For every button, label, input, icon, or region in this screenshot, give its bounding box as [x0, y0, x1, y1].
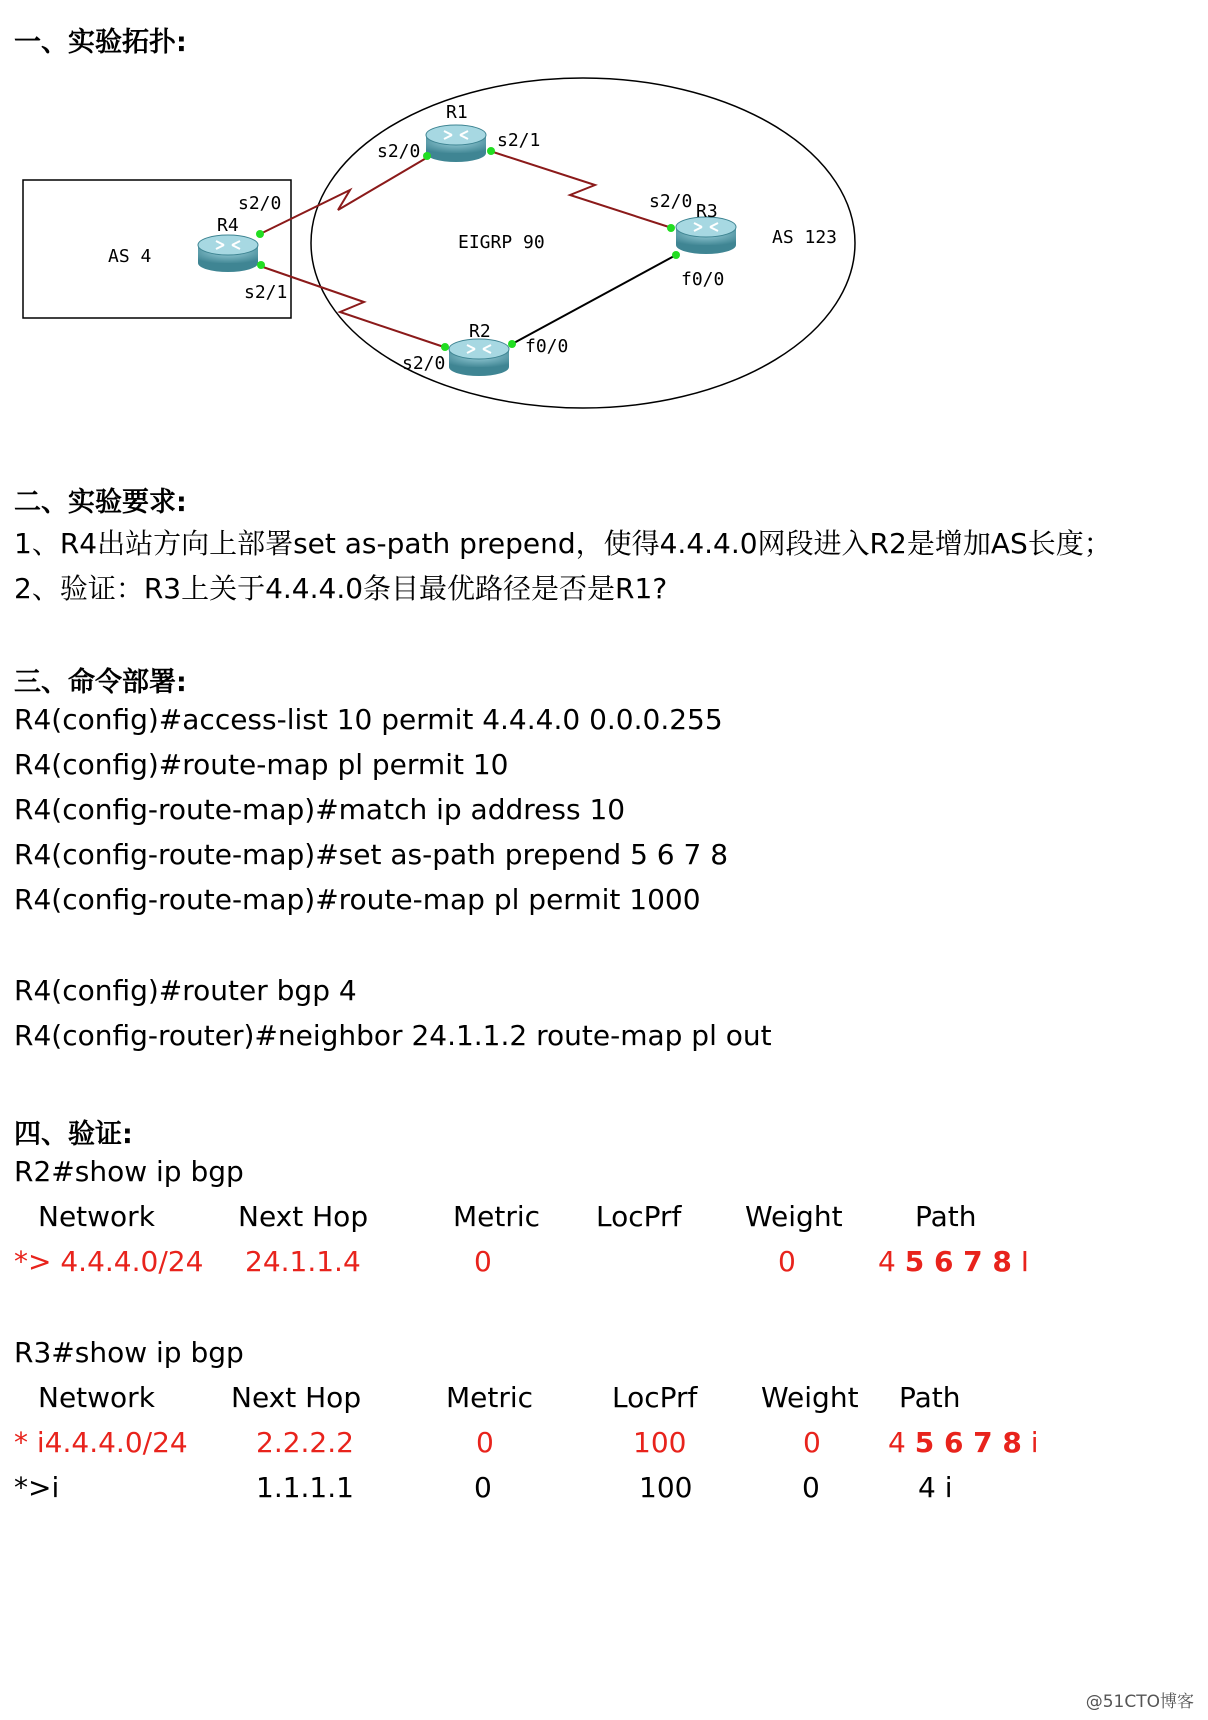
cell-locprf: 100	[639, 1471, 693, 1504]
col-metric: Metric	[453, 1200, 541, 1233]
r4-label: R4	[217, 215, 239, 236]
path-origin-as: 4	[888, 1426, 915, 1459]
cell-path	[888, 1426, 1039, 1459]
router-r3	[676, 217, 736, 254]
as123-label: AS 123	[772, 227, 838, 248]
col-path: Path	[899, 1381, 961, 1414]
router-r2	[449, 339, 509, 376]
cell-network: *>i	[14, 1471, 60, 1504]
cell-weight: 0	[803, 1426, 821, 1459]
cell-next-hop: 1.1.1.1	[256, 1471, 354, 1504]
r2-command: R2#show ip bgp	[14, 1155, 244, 1188]
topology-heading: 一、实验拓扑:	[14, 27, 187, 58]
cell-network: *> 4.4.4.0/24	[14, 1245, 204, 1278]
requirement-1: 1、R4出站方向上部署set as-path prepend，使得4.4.4.0网段进入R2是增加AS长度；	[14, 527, 1112, 560]
r3-s20-label: s2/0	[649, 191, 693, 212]
path-prepended-as: 5 6 7 8	[914, 1426, 1022, 1459]
r2-f00-label: f0/0	[525, 336, 569, 357]
as4-label: AS 4	[108, 246, 152, 267]
requirements-heading: 二、实验要求:	[14, 487, 187, 518]
cell-locprf: 100	[633, 1426, 687, 1459]
cell-next-hop: 24.1.1.4	[245, 1245, 361, 1278]
cell-weight: 0	[778, 1245, 796, 1278]
cell-network: * i4.4.4.0/24	[14, 1426, 188, 1459]
r1-s20-label: s2/0	[377, 141, 421, 162]
commands-heading: 三、命令部署:	[14, 667, 187, 698]
network-topology-diagram	[0, 70, 900, 420]
r2-label: R2	[469, 321, 491, 342]
link-r1-r3	[490, 151, 672, 228]
command-line: R4(config)#access-list 10 permit 4.4.4.0 0.0.0.255	[14, 703, 723, 736]
command-line: R4(config)#route-map pl permit 10	[14, 748, 509, 781]
link-r4-r1	[260, 157, 428, 234]
cell-path	[878, 1245, 1029, 1278]
path-origin-as: 4	[878, 1245, 905, 1278]
r4-s21-label: s2/1	[244, 282, 288, 303]
col-network: Network	[38, 1381, 155, 1414]
r1-s21-label: s2/1	[497, 130, 541, 151]
command-line: R4(config-route-map)#match ip address 10	[14, 793, 626, 826]
command-line: R4(config-router)#neighbor 24.1.1.2 route-map pl out	[14, 1019, 772, 1052]
cell-metric: 0	[474, 1245, 492, 1278]
cell-next-hop: 2.2.2.2	[256, 1426, 354, 1459]
col-next-hop: Next Hop	[238, 1200, 369, 1233]
col-metric: Metric	[446, 1381, 534, 1414]
r3-command: R3#show ip bgp	[14, 1336, 244, 1369]
watermark: @51CTO博客	[1085, 1692, 1194, 1712]
path-origin-code: i	[1021, 1426, 1039, 1459]
col-weight: Weight	[761, 1381, 859, 1414]
eigrp-label: EIGRP 90	[458, 232, 545, 253]
r3-label: R3	[696, 201, 718, 222]
link-r4-r2	[260, 266, 444, 347]
verify-heading: 四、验证:	[14, 1119, 133, 1150]
r4-s20-label: s2/0	[238, 193, 282, 214]
cell-metric: 0	[476, 1426, 494, 1459]
command-line: R4(config-route-map)#route-map pl permit 1000	[14, 883, 701, 916]
r2-s20-label: s2/0	[402, 353, 446, 374]
requirement-2: 2、验证：R3上关于4.4.4.0条目最优路径是否是R1?	[14, 572, 668, 605]
command-line: R4(config-route-map)#set as-path prepend 5 6 7 8	[14, 838, 729, 871]
col-locprf: LocPrf	[596, 1200, 682, 1233]
r3-f00-label: f0/0	[681, 269, 725, 290]
path-origin-code: I	[1011, 1245, 1030, 1278]
command-line: R4(config)#router bgp 4	[14, 974, 357, 1007]
router-r4	[198, 235, 258, 272]
col-path: Path	[915, 1200, 977, 1233]
cell-metric: 0	[474, 1471, 492, 1504]
router-r1	[426, 125, 486, 162]
cell-weight: 0	[802, 1471, 820, 1504]
r1-label: R1	[446, 102, 468, 123]
col-locprf: LocPrf	[612, 1381, 698, 1414]
col-network: Network	[38, 1200, 155, 1233]
col-weight: Weight	[745, 1200, 843, 1233]
link-r2-r3	[512, 255, 676, 344]
cell-path: 4 i	[918, 1471, 953, 1504]
path-prepended-as: 5 6 7 8	[904, 1245, 1012, 1278]
col-next-hop: Next Hop	[231, 1381, 362, 1414]
